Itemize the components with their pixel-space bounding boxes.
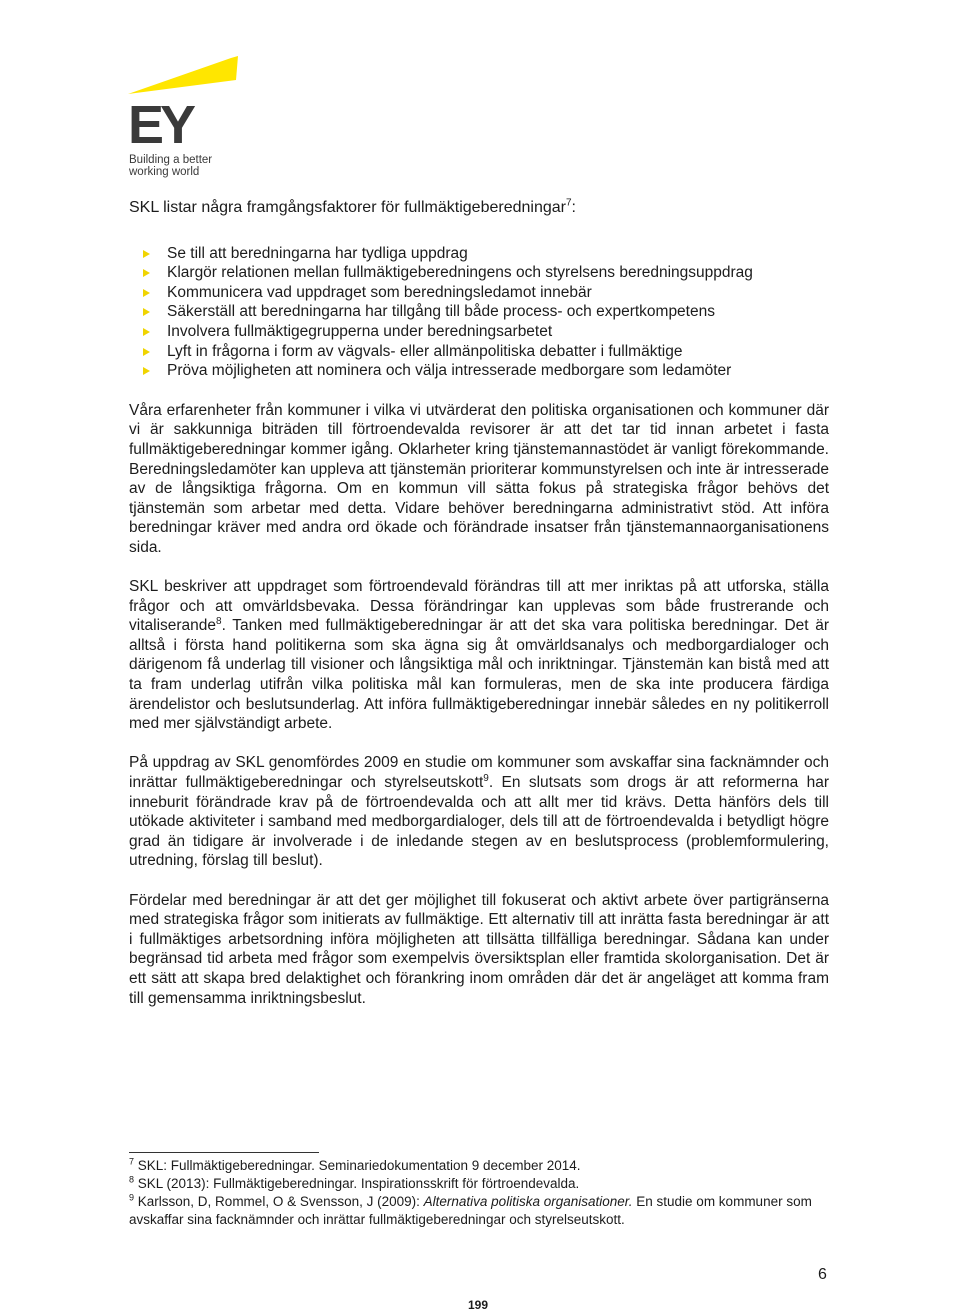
footnote-divider bbox=[129, 1152, 319, 1153]
paragraph-study-2009: På uppdrag av SKL genomfördes 2009 en studie om kommuner som avskaffar sina facknämnder och inrättar fullmäktigeberedningar och styrelseutskott$^9$. En slutsats som drogs är att reformerna har inneburit förändrade krav på de förtroendevalda och att allt mer tid krävs. Detta hänförs dels till utökade aktiviteter i samband med medborgardialoger, dels till att de förtroendevalda i betydligt högre grad än tidigare är involverade i de inledande stegen av en beslutsprocess (problemformulering, utredning, förslag till beslut). bbox=[129, 754, 829, 870]
bullet-arrow-icon bbox=[143, 289, 150, 297]
list-item: Involvera fullmäktigegrupperna under beredningsarbetet bbox=[167, 322, 829, 342]
footnote-8: $^8$ SKL (2013): Fullmäktigeberedningar. Inspirationsskrift för förtroendevalda. bbox=[129, 1174, 580, 1191]
ey-tagline: Building a better working world bbox=[129, 154, 213, 178]
list-item: Lyft in frågorna i form av vägvals- eller allmänpolitiska debatter i fullmäktige bbox=[167, 342, 829, 362]
intro-text: SKL listar några framgångsfaktorer för fullmäktigeberedningar bbox=[129, 199, 566, 216]
list-item: Klargör relationen mellan fullmäktigeberedningens och styrelsens beredningsuppdrag bbox=[167, 263, 829, 283]
footnote-ref-7: 7 bbox=[565, 197, 572, 209]
list-item: Pröva möjligheten att nominera och välja intresserade medborgare som ledamöter bbox=[167, 361, 829, 381]
page-number: 6 bbox=[818, 1266, 827, 1283]
bullet-arrow-icon bbox=[143, 348, 150, 356]
archive-page-number: 199 bbox=[468, 1298, 489, 1312]
footnote-ref-8: 8 bbox=[216, 616, 222, 628]
list-item: Säkerställ att beredningarna har tillgång till både process- och expertkompetens bbox=[167, 302, 829, 322]
document-body bbox=[129, 198, 829, 1028]
ey-logo bbox=[128, 56, 238, 181]
list-item: Se till att beredningarna har tydliga uppdrag bbox=[167, 244, 829, 264]
list-item: Kommunicera vad uppdraget som beredningsledamot innebär bbox=[167, 283, 829, 303]
footnote-ref-9: 9 bbox=[483, 772, 489, 784]
success-factors-list bbox=[129, 244, 829, 381]
paragraph-advantages: Fördelar med beredningar är att det ger möjlighet till fokuserat och aktivt arbete över partigränserna med strategiska frågor som initierats av fullmäktige. Ett alternativ till att inrätta fasta beredningar är att i fullmäktiges arbetsordning införa möjligheten att tillsätta tillfälliga beredningar. Sådana kan under begränsad tid arbeta med frågor som exempelvis översiktsplan eller framtida skolorganisation. Det är ett sätt att skapa bred delaktighet och förankring inom områden där det är angeläget att komma fram till gemensamma inriktningsbeslut. bbox=[129, 891, 829, 1007]
intro-suffix: : bbox=[571, 199, 576, 216]
bullet-arrow-icon bbox=[143, 250, 150, 258]
bullet-arrow-icon bbox=[143, 328, 150, 336]
ey-beam-logo-mark bbox=[128, 56, 238, 98]
bullet-arrow-icon bbox=[143, 367, 150, 375]
bullet-arrow-icon bbox=[143, 269, 150, 277]
footnote-7: $^7$ SKL: Fullmäktigeberedningar. Seminariedokumentation 9 december 2014. bbox=[129, 1156, 581, 1173]
paragraph-skl-role: SKL beskriver att uppdraget som förtroendevald förändras till att mer inriktas på att utforska, ställa frågor och att omvärldsbevaka. Dessa förändringar kan upplevas som både frustrerande och vitaliserande$^8$. Tanken med fullmäktigeberedningar är att det ska vara politiska beredningar. Det är alltså i första hand politikerna som ska ägna sig åt omvärldsanalys och medborgardialoger och därigenom få underlag till visioner och långsiktiga mål och inriktningar. Tjänstemän kan bistå med att ta fram underlag utifrån vilka politiska mål kan formuleras, men de ska inte producera färdiga ärendelistor och beslutsunderlag. Att införa fullmäktigeberedningar innebär således en ny politikerroll med mer självständigt arbete. bbox=[129, 578, 829, 733]
paragraph-experiences: Våra erfarenheter från kommuner i vilka vi utvärderat den politiska organisationen och kommuner där vi är sakkunniga biträden till förtroendevalda revisorer är att det tar tid innan arbetet i fasta fullmäktigeberedningar kommer igång. Oklarheter kring tjänstemannastödet är vanligt förekommande. Beredningsledamöter kan uppleva att tjänstemän prioriterar kommunstyrelsen och inte är intresserade av de långsiktiga frågorna. Om en kommun vill sätta fokus på strategiska frågor behövs det tjänstemän som arbetar med detta. Vidare behöver beredningarna administrativt stöd. Att införa beredningar kräver med andra ord ökade och förändrade insatser från tjänstemannaorganisationens sida. bbox=[129, 401, 829, 556]
intro-line bbox=[129, 198, 829, 218]
bullet-arrow-icon bbox=[143, 308, 150, 316]
footnotes bbox=[129, 1152, 829, 1229]
ey-wordmark: EY bbox=[128, 95, 193, 155]
footnote-9: $^9$ Karlsson, D, Rommel, O & Svensson, J (2009): Alternativa politiska organisationer. En studie om kommuner som avskaffar sina facknämnder och inrättar fullmäktigeberedningar och styrelseutskott. bbox=[129, 1192, 812, 1227]
